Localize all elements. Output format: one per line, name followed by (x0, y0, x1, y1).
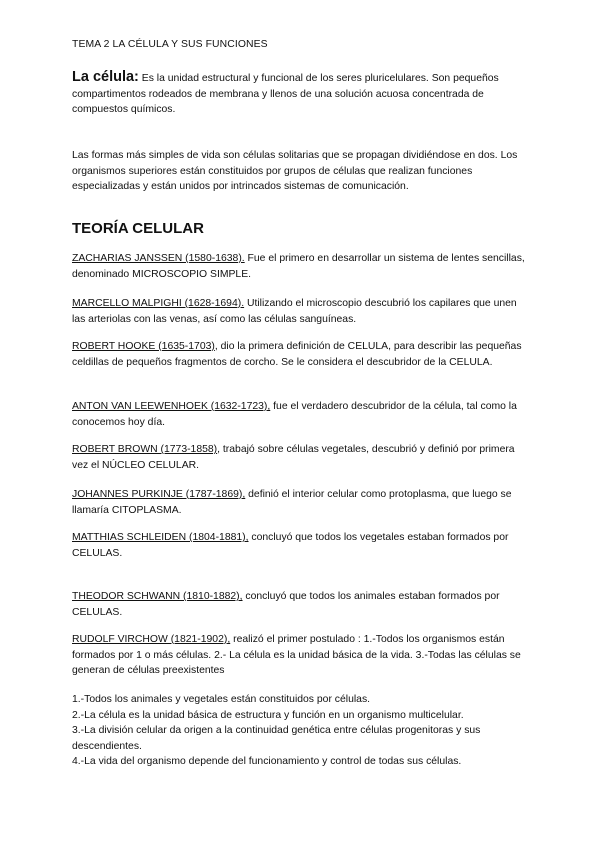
cell-definition (72, 70, 534, 118)
scientist-entry (72, 487, 532, 518)
scientist-entry (72, 632, 532, 679)
scientist-entry (72, 442, 532, 473)
scientist-description: , dio la primera definición de CELULA, para describir las pequeñas celdillas de pequeños fragmentos de corcho. Se le considera el descubridor de la CELULA. (72, 341, 522, 368)
scientist-description: concluyó que todos los animales estaban formados por CELULAS. (72, 591, 500, 618)
scientist-entry (72, 589, 532, 620)
list-item: 2.-La célula es la unidad básica de estructura y función en un organismo multicelular. (72, 709, 464, 721)
scientist-name: THEODOR SCHWANN (1810-1882), (72, 591, 243, 602)
scientist-name: ANTON VAN LEEWENHOEK (1632-1723), (72, 401, 271, 412)
list-item: 3.-La división celular da origen a la continuidad genética entre células progenitoras y sus descendientes. (72, 725, 481, 752)
scientist-name: ZACHARIAS JANSSEN (1580-1638). (72, 253, 245, 264)
scientist-entry (72, 296, 532, 327)
scientist-entry (72, 251, 532, 282)
scientist-description: realizó el primer postulado : 1.-Todos los organismos están formados por 1 o más células. 2.- La célula es la unidad básica de la vida. 3.-Todas las células se generan de células preexistentes (72, 634, 521, 677)
scientist-name: JOHANNES PURKINJE (1787-1869), (72, 489, 246, 500)
scientist-name: ROBERT HOOKE (1635-1703) (72, 341, 215, 352)
scientist-description: Utilizando el microscopio descubrió los capilares que unen las arteriolas con las venas, así como las células sanguíneas. (72, 298, 517, 325)
scientist-name: ROBERT BROWN (1773-1858) (72, 444, 218, 455)
document-title: TEMA 2 LA CÉLULA Y SUS FUNCIONES (72, 39, 268, 50)
scientist-entry (72, 530, 532, 561)
scientist-description: fue el verdadero descubridor de la célula, tal como la conocemos hoy día. (72, 401, 517, 428)
list-item: 4.-La vida del organismo depende del funcionamiento y control de todas sus células. (72, 756, 462, 768)
definition-term: La célula: (72, 69, 139, 85)
scientist-description: definió el interior celular como protoplasma, que luego se llamaría CITOPLASMA. (72, 489, 512, 516)
definition-text: Es la unidad estructural y funcional de los seres pluricelulares. Son pequeños compartimentos rodeados de membrana y llenos de una solución acuosa concentrada de compuestos químicos. (72, 73, 499, 116)
scientist-description: , trabajó sobre células vegetales, descubrió y definió por primera vez el NÚCLEO CELULAR. (72, 444, 515, 471)
scientist-name: MATTHIAS SCHLEIDEN (1804-1881), (72, 532, 249, 543)
scientist-description: concluyó que todos los vegetales estaban formados por CELULAS. (72, 532, 509, 559)
postulates-list (72, 692, 532, 770)
section-heading: TEORÍA CELULAR (72, 220, 204, 237)
list-item: 1.-Todos los animales y vegetales están constituidos por células. (72, 694, 371, 705)
intro-paragraph: Las formas más simples de vida son células solitarias que se propagan dividiéndose en dos. Los organismos superiores están constituidos por grupos de células que realizan funciones especializadas y están unidos por intrincados sistemas de comunicación. (72, 150, 518, 193)
scientist-name: RUDOLF VIRCHOW (1821-1902), (72, 634, 231, 645)
scientist-entry (72, 339, 532, 370)
scientist-name: MARCELLO MALPIGHI (1628-1694). (72, 298, 245, 309)
scientist-entry (72, 399, 532, 430)
scientist-description: Fue el primero en desarrollar un sistema de lentes sencillas, denominado MICROSCOPIO SIMPLE. (72, 253, 525, 280)
